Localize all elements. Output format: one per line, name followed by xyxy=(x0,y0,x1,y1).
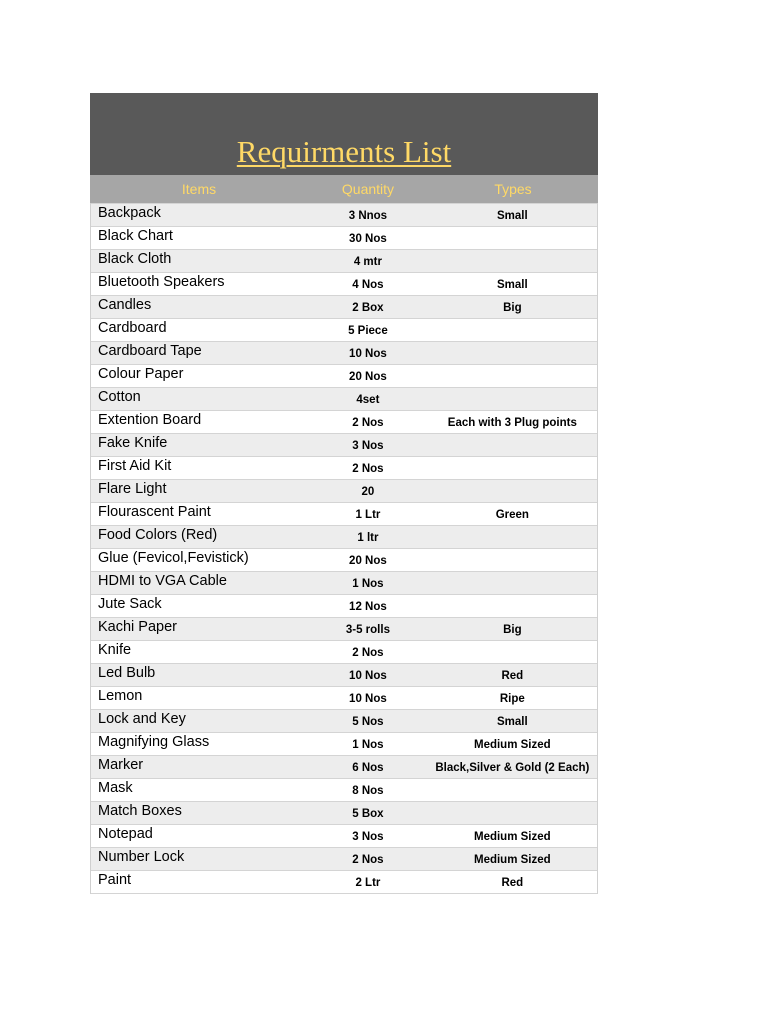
quantity-cell: 5 Nos xyxy=(352,716,384,728)
type-cell: Each with 3 Plug points xyxy=(447,417,577,429)
type-cell: Small xyxy=(496,716,528,728)
quantity-cell: 5 Box xyxy=(352,808,384,820)
quantity-cell: 4 Nos xyxy=(352,279,384,291)
title-banner xyxy=(90,93,598,175)
item-name-cell: Cotton xyxy=(98,388,141,405)
item-name-cell: Cardboard Tape xyxy=(98,342,202,359)
table-row xyxy=(91,871,597,894)
item-name-cell: Glue (Fevicol,Fevistick) xyxy=(98,549,249,566)
quantity-cell: 2 Box xyxy=(352,302,384,314)
item-name-cell: Lemon xyxy=(98,687,143,704)
item-name-cell: Fake Knife xyxy=(98,434,168,451)
item-name-cell: Magnifying Glass xyxy=(98,733,210,750)
table-body xyxy=(90,203,598,894)
item-name-cell: Match Boxes xyxy=(98,802,182,819)
item-name-cell: Led Bulb xyxy=(98,664,156,681)
item-name-cell: Cardboard xyxy=(98,319,167,336)
quantity-cell: 8 Nos xyxy=(352,785,384,797)
quantity-cell: 20 Nos xyxy=(349,371,387,383)
quantity-cell: 20 Nos xyxy=(349,555,387,567)
type-cell: Small xyxy=(496,210,528,222)
item-name-cell: Lock and Key xyxy=(98,710,186,727)
quantity-cell: 2 Nos xyxy=(352,463,384,475)
quantity-cell: 2 Nos xyxy=(352,647,384,659)
item-name-cell: Flourascent Paint xyxy=(98,503,211,520)
item-name-cell: First Aid Kit xyxy=(98,457,172,474)
item-name-cell: Jute Sack xyxy=(98,595,162,612)
item-name-cell: Bluetooth Speakers xyxy=(98,273,225,290)
table-header xyxy=(90,175,598,203)
quantity-cell: 2 Nos xyxy=(352,417,384,429)
quantity-cell: 5 Piece xyxy=(348,325,388,337)
quantity-cell: 12 Nos xyxy=(349,601,387,613)
item-name-cell: HDMI to VGA Cable xyxy=(98,572,227,589)
requirements-table xyxy=(90,93,598,894)
type-cell: Red xyxy=(501,877,524,889)
column-header-types: Types xyxy=(494,181,532,197)
column-header-quantity: Quantity xyxy=(341,181,395,197)
item-name-cell: Knife xyxy=(98,641,132,658)
item-name-cell: Kachi Paper xyxy=(98,618,177,635)
quantity-cell: 3-5 rolls xyxy=(345,624,390,636)
item-name-cell: Flare Light xyxy=(98,480,167,497)
quantity-cell: 4set xyxy=(356,394,380,406)
quantity-cell: 30 Nos xyxy=(349,233,387,245)
page-title: Requirments List xyxy=(236,134,452,169)
item-name-cell: Paint xyxy=(98,871,132,888)
type-cell: Ripe xyxy=(499,693,525,705)
column-header-items: Items xyxy=(181,181,217,197)
quantity-cell: 20 xyxy=(361,486,375,498)
quantity-cell: 10 Nos xyxy=(349,348,387,360)
quantity-cell: 10 Nos xyxy=(349,670,387,682)
item-name-cell: Mask xyxy=(98,779,133,796)
quantity-cell: 1 Nos xyxy=(352,739,384,751)
quantity-cell: 2 Nos xyxy=(352,854,384,866)
quantity-cell: 1 ltr xyxy=(357,532,379,544)
table-row xyxy=(91,203,597,227)
quantity-cell: 3 Nos xyxy=(352,440,384,452)
type-cell: Red xyxy=(501,670,524,682)
item-name-cell: Extention Board xyxy=(98,411,202,428)
quantity-cell: 3 Nos xyxy=(352,831,384,843)
item-name-cell: Candles xyxy=(98,296,152,313)
quantity-cell: 4 mtr xyxy=(353,256,382,268)
quantity-cell: 10 Nos xyxy=(349,693,387,705)
type-cell: Black,Silver & Gold (2 Each) xyxy=(435,762,590,774)
item-name-cell: Notepad xyxy=(98,825,153,842)
quantity-cell: 3 Nnos xyxy=(348,210,388,222)
type-cell: Medium Sized xyxy=(473,854,551,866)
item-name-cell: Food Colors (Red) xyxy=(98,526,218,543)
quantity-cell: 1 Ltr xyxy=(355,509,381,521)
type-cell: Big xyxy=(503,624,522,636)
item-name-cell: Marker xyxy=(98,756,144,773)
quantity-cell: 1 Nos xyxy=(352,578,384,590)
quantity-cell: 2 Ltr xyxy=(355,877,381,889)
quantity-cell: 6 Nos xyxy=(352,762,384,774)
type-cell: Green xyxy=(495,509,529,521)
type-cell: Small xyxy=(496,279,528,291)
type-cell: Medium Sized xyxy=(473,831,551,843)
item-name-cell: Number Lock xyxy=(98,848,185,865)
item-name-cell: Backpack xyxy=(98,204,161,221)
item-name-cell: Black Cloth xyxy=(98,250,172,267)
item-name-cell: Colour Paper xyxy=(98,365,184,382)
type-cell: Medium Sized xyxy=(473,739,551,751)
item-name-cell: Black Chart xyxy=(98,227,173,244)
type-cell: Big xyxy=(503,302,522,314)
